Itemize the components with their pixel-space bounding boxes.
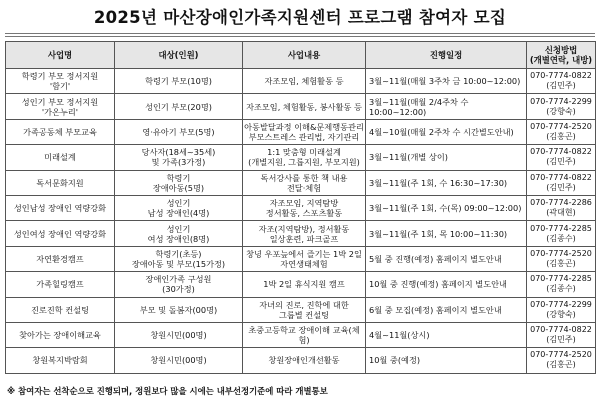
cell-program: 성인여성 장애인 역량강화	[6, 221, 115, 246]
table-row	[6, 119, 596, 144]
cell-program: 학령기 부모 정서지원 '함기'	[6, 69, 115, 94]
header-target: 대상(인원)	[115, 42, 243, 69]
header-schedule: 진행일정	[366, 42, 527, 69]
cell-contact: 070-7774-2286 (곽대현)	[527, 195, 596, 220]
cell-program: 독서문화지원	[6, 170, 115, 195]
cell-contact: 070-7774-2299 (강향숙)	[527, 297, 596, 322]
footnote: ※ 참여자는 선착순으로 진행되며, 정원보다 많을 시에는 내부선정기준에 따라 개별통보	[7, 386, 328, 396]
cell-program: 자연환경캠프	[6, 246, 115, 271]
cell-program: 성인남성 장애인 역량강화	[6, 195, 115, 220]
table-row	[6, 272, 596, 297]
cell-target: 학령기(초등) 장애아동 및 부모(15가정)	[115, 246, 243, 271]
cell-content: 자조모임, 지역탐방 정서활동, 스포츠활동	[243, 195, 366, 220]
header-apply: 신청방법 (개별연락, 내방)	[527, 42, 596, 69]
title-underline	[5, 33, 595, 34]
cell-target: 성인기 남성 장애인(4명)	[115, 195, 243, 220]
cell-contact: 070-7774-2520 (김홍곤)	[527, 246, 596, 271]
cell-program: 가족힐링캠프	[6, 272, 115, 297]
table-row	[6, 221, 596, 246]
cell-contact: 070-7774-0822 (김민주)	[527, 170, 596, 195]
cell-schedule: 10월 중(예정)	[366, 348, 527, 373]
cell-schedule: 4월~11월(상시)	[366, 322, 527, 347]
table-row	[6, 348, 596, 373]
cell-schedule: 3월~11월(주 1회, 목 10:00~11:30)	[366, 221, 527, 246]
cell-target: 성인기 부모(20명)	[115, 94, 243, 119]
cell-content: 자조모임, 체험활동 등	[243, 69, 366, 94]
cell-program: 진로진학 컨설팅	[6, 297, 115, 322]
cell-schedule: 4월~10월(매월 2주차 수 시간별도안내)	[366, 119, 527, 144]
cell-target: 부모 및 돌봄자(00명)	[115, 297, 243, 322]
table-row	[6, 94, 596, 119]
table-row	[6, 195, 596, 220]
cell-program: 가족공동체 부모교육	[6, 119, 115, 144]
cell-schedule: 6월 중 모집(예정) 홈페이지 별도안내	[366, 297, 527, 322]
cell-content: 1:1 맞춤형 미래설계 (개별지원, 그룹지원, 부모지원)	[243, 145, 366, 170]
cell-contact: 070-7774-0822 (김민주)	[527, 69, 596, 94]
cell-program: 찾아가는 장애이해교육	[6, 322, 115, 347]
cell-content: 아동발달과정 이해&문제행동관리 부모스트레스 관리법, 자기관리	[243, 119, 366, 144]
cell-contact: 070-7774-0822 (김민주)	[527, 322, 596, 347]
cell-contact: 070-7774-2285 (김종수)	[527, 221, 596, 246]
cell-target: 학령기 부모(10명)	[115, 69, 243, 94]
cell-target: 당사자(18세~35세) 및 가족(3가정)	[115, 145, 243, 170]
table-row	[6, 170, 596, 195]
cell-schedule: 3월~11월(주 1회, 수 16:30~17:30)	[366, 170, 527, 195]
cell-content: 독서강사를 통한 책 내용 전달·체험	[243, 170, 366, 195]
program-table	[5, 41, 596, 374]
table-header-row	[6, 42, 596, 69]
cell-program: 성인기 부모 정서지원 '가온누리'	[6, 94, 115, 119]
cell-target: 창원시민(00명)	[115, 322, 243, 347]
cell-target: 영·유아기 부모(5명)	[115, 119, 243, 144]
cell-content: 자녀의 진로, 진학에 대한 그룹별 컨설팅	[243, 297, 366, 322]
cell-contact: 070-7774-2285 (김종수)	[527, 272, 596, 297]
header-program: 사업명	[6, 42, 115, 69]
table-row	[6, 297, 596, 322]
cell-schedule: 3월~11월(주 1회, 수(목) 09:00~12:00)	[366, 195, 527, 220]
cell-target: 성인기 여성 장애인(8명)	[115, 221, 243, 246]
table-row	[6, 246, 596, 271]
cell-schedule: 3월~11월(매월 2/4주차 수 10:00~12:00)	[366, 94, 527, 119]
cell-content: 자조모임, 체험활동, 봉사활동 등	[243, 94, 366, 119]
cell-content: 창녕 우포늪에서 즐기는 1박 2일 자연생태체험	[243, 246, 366, 271]
title-underline-2	[5, 36, 595, 37]
header-content: 사업내용	[243, 42, 366, 69]
cell-target: 장애인가족 구성원 (30가정)	[115, 272, 243, 297]
table-row	[6, 69, 596, 94]
table-row	[6, 145, 596, 170]
cell-target: 창원시민(00명)	[115, 348, 243, 373]
cell-target: 학령기 장애아동(5명)	[115, 170, 243, 195]
cell-content: 창원장애인개선활동	[243, 348, 366, 373]
cell-program: 창원복지박람회	[6, 348, 115, 373]
cell-schedule: 5월 중 진행(예정) 홈페이지 별도안내	[366, 246, 527, 271]
cell-contact: 070-7774-2520 (김홍곤)	[527, 348, 596, 373]
table-row	[6, 322, 596, 347]
cell-content: 1박 2일 휴식지원 캠프	[243, 272, 366, 297]
cell-contact: 070-7774-0822 (김민주)	[527, 145, 596, 170]
cell-schedule: 3월~11월(매월 3주차 금 10:00~12:00)	[366, 69, 527, 94]
page-title: 2025년 마산장애인가족지원센터 프로그램 참여자 모집	[93, 8, 507, 27]
cell-content: 자조(지역탐방), 정서활동 일상훈련, 파크골프	[243, 221, 366, 246]
cell-contact: 070-7774-2299 (강향숙)	[527, 94, 596, 119]
cell-schedule: 10월 중 진행(예정) 홈페이지 별도안내	[366, 272, 527, 297]
cell-content: 초중고등학교 장애이해 교육(체험)	[243, 322, 366, 347]
cell-schedule: 3월~11월(개별 상이)	[366, 145, 527, 170]
cell-contact: 070-7774-2520 (김홍곤)	[527, 119, 596, 144]
cell-program: 미래설계	[6, 145, 115, 170]
